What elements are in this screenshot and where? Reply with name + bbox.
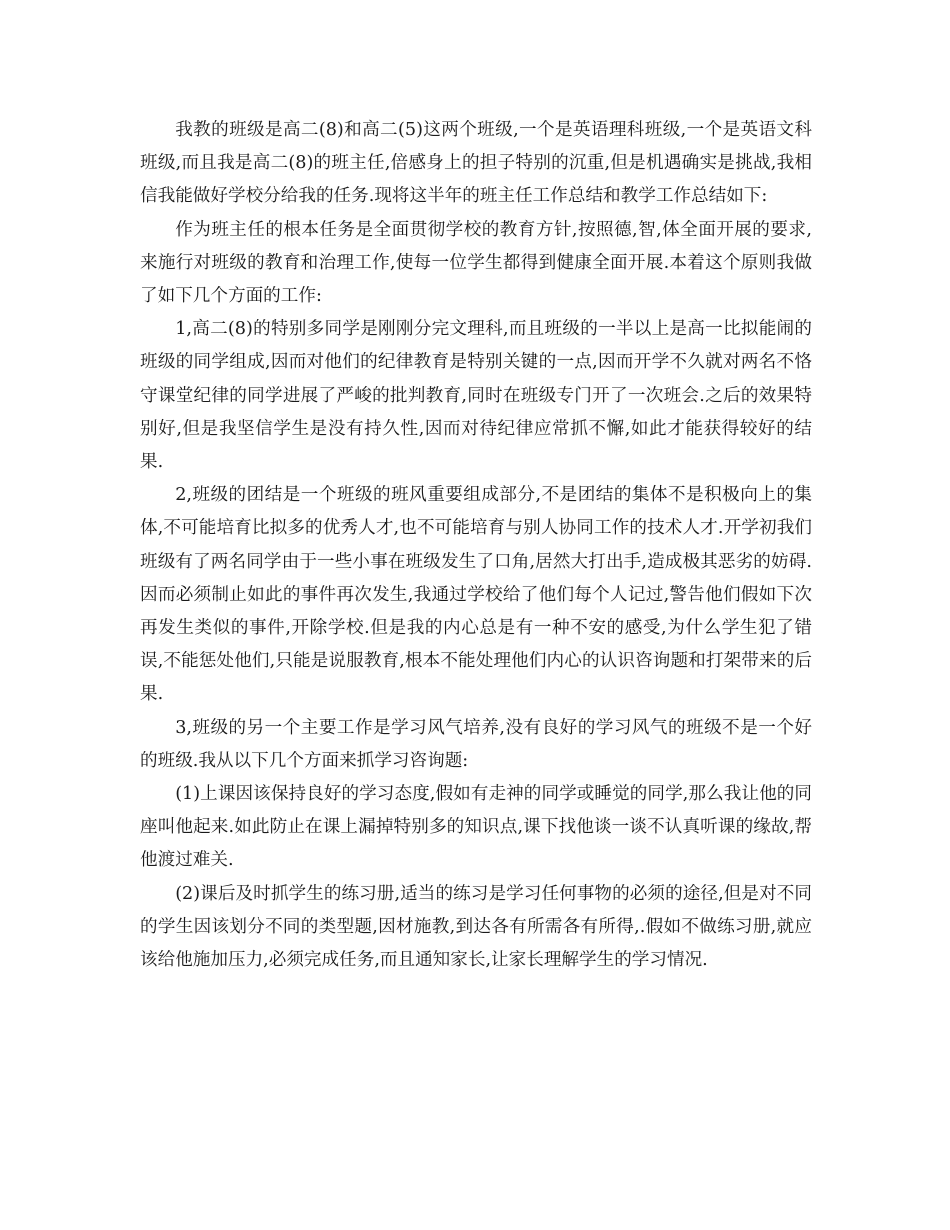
document-body (140, 114, 812, 977)
paragraph-task: 作为班主任的根本任务是全面贯彻学校的教育方针,按照德,智,体全面开展的要求,来施行对班级的教育和治理工作,使每一位学生都得到健康全面开展.本着这个原则我做了如下几个方面的工作: (140, 219, 812, 307)
paragraph-intro: 我教的班级是高二(8)和高二(5)这两个班级,一个是英语理科班级,一个是英语文科班级,而且我是高二(8)的班主任,倍感身上的担子特别的沉重,但是机遇确实是挑战,我相信我能做好学校分给我的任务.现将这半年的班主任工作总结和教学工作总结如下: (140, 120, 812, 207)
paragraph-subpoint-2: (2)课后及时抓学生的练习册,适当的练习是学习任何事物的必须的途径,但是对不同的学生因该划分不同的类型题,因材施教,到达各有所需各有所得,.假如不做练习册,就应该给他施加压力,必须完成任务,而且通知家长,让家长理解学生的学习情况. (140, 883, 812, 971)
paragraph-point-2: 2,班级的团结是一个班级的班风重要组成部分,不是团结的集体不是积极向上的集体,不可能培育比拟多的优秀人才,也不可能培育与别人协同工作的技术人才.开学初我们班级有了两名同学由于一些小事在班级发生了口角,居然大打出手,造成极其恶劣的妨碍.因而必须制止如此的事件再次发生,我通过学校给了他们每个人记过,警告他们假如下次再发生类似的事件,开除学校.但是我的内心总是有一种不安的感受,为什么学生犯了错误,不能惩处他们,只能是说服教育,根本不能处理他们内心的认识咨询题和打架带来的后果. (140, 485, 812, 705)
paragraph-point-3: 3,班级的另一个主要工作是学习风气培养,没有良好的学习风气的班级不是一个好的班级.我从以下几个方面来抓学习咨询题: (140, 717, 812, 771)
paragraph-subpoint-1: (1)上课因该保持良好的学习态度,假如有走神的同学或睡觉的同学,那么我让他的同座叫他起来.如此防止在课上漏掉特别多的知识点,课下找他谈一谈不认真听课的缘故,帮他渡过难关. (140, 784, 812, 871)
paragraph-point-1: 1,高二(8)的特别多同学是刚刚分完文理科,而且班级的一半以上是高一比拟能闹的班级的同学组成,因而对他们的纪律教育是特别关键的一点,因而开学不久就对两名不恪守课堂纪律的同学进展了严峻的批判教育,同时在班级专门开了一次班会.之后的效果特别好,但是我坚信学生是没有持久性,因而对待纪律应常抓不懈,如此才能获得较好的结果. (140, 319, 812, 473)
